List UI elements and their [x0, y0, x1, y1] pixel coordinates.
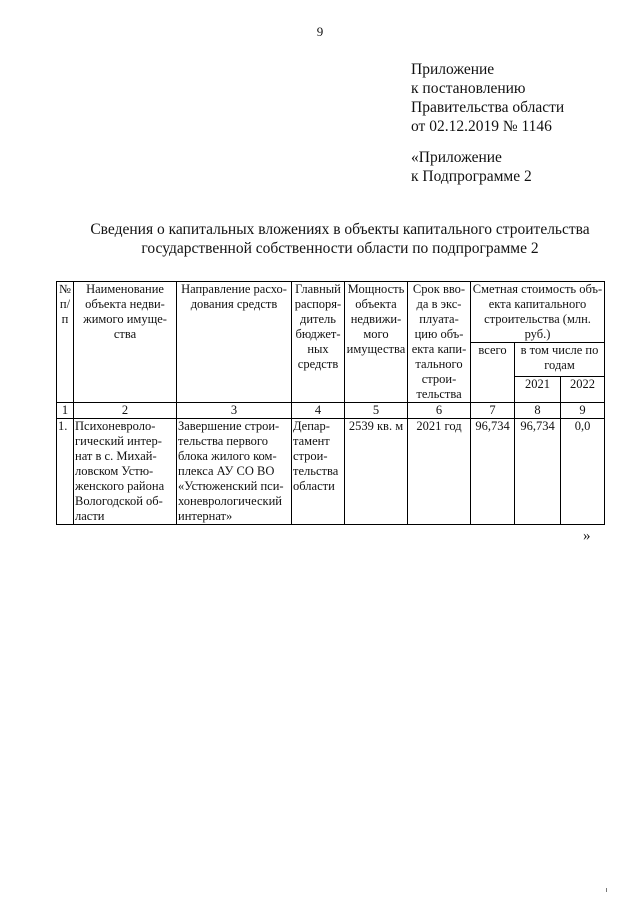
appendix-line: Приложение	[411, 61, 495, 78]
header-year-2021: 2021	[515, 377, 561, 403]
scan-mark	[606, 888, 607, 892]
row-object-name: Психоневроло- гический интер- нат в с. Михай- ловском Устю- женского района Вологодской об- ласти	[74, 419, 177, 525]
sub-appendix-header	[411, 148, 532, 186]
column-number: 4	[292, 403, 345, 419]
header-num: № п/п	[57, 282, 74, 403]
header-object-name: Наименование объекта недви- жимого имуще- ства	[74, 282, 177, 403]
page-number: 9	[316, 24, 324, 39]
column-number: 5	[345, 403, 408, 419]
row-total: 96,734	[471, 419, 515, 525]
title-line: Сведения о капитальных вложениях в объекты капитального строительства	[90, 221, 590, 238]
document-title	[40, 220, 640, 258]
header-total: всего	[471, 343, 515, 403]
row-year-2021: 96,734	[515, 419, 561, 525]
header-commissioning-term: Срок вво- да в экс- плуата- цию объ- екта капи- тального строи- тельства	[408, 282, 471, 403]
title-line: государственной собственности области по подпрограмме 2	[141, 240, 539, 257]
appendix-line: от 02.12.2019 № 1146	[411, 118, 552, 135]
row-spending-direction: Завершение строи- тельства первого блока жилого ком- плекса АУ СО ВО «Устюженский пси- хоневрологический интернат»	[177, 419, 292, 525]
column-number: 3	[177, 403, 292, 419]
capital-investment-table	[56, 281, 605, 525]
header-including-by-years: в том числе по годам	[515, 343, 605, 377]
sub-appendix-line: «Приложение	[411, 149, 502, 166]
header-budget-manager: Главный распоря- дитель бюджет- ных средств	[292, 282, 345, 403]
closing-quote: »	[583, 528, 591, 544]
column-number: 9	[561, 403, 605, 419]
header-year-2022: 2022	[561, 377, 605, 403]
table-row	[57, 419, 605, 525]
appendix-line: к постановлению	[411, 80, 526, 97]
column-number: 2	[74, 403, 177, 419]
column-number: 7	[471, 403, 515, 419]
row-commissioning-term: 2021 год	[408, 419, 471, 525]
header-spending-direction: Направление расхо- дования средств	[177, 282, 292, 403]
column-number: 1	[57, 403, 74, 419]
appendix-line: Правительства области	[411, 99, 565, 116]
column-number: 8	[515, 403, 561, 419]
header-estimated-cost: Сметная стоимость объ- екта капитального строительства (млн. руб.)	[471, 282, 605, 343]
column-number: 6	[408, 403, 471, 419]
row-capacity: 2539 кв. м	[345, 419, 408, 525]
row-budget-manager: Депар- тамент строи- тельства области	[292, 419, 345, 525]
row-number: 1.	[57, 419, 74, 525]
column-numbers-row	[57, 403, 605, 419]
header-capacity: Мощность объекта недвижи- мого имущества	[345, 282, 408, 403]
appendix-header	[411, 60, 564, 136]
row-year-2022: 0,0	[561, 419, 605, 525]
sub-appendix-line: к Подпрограмме 2	[411, 168, 532, 185]
